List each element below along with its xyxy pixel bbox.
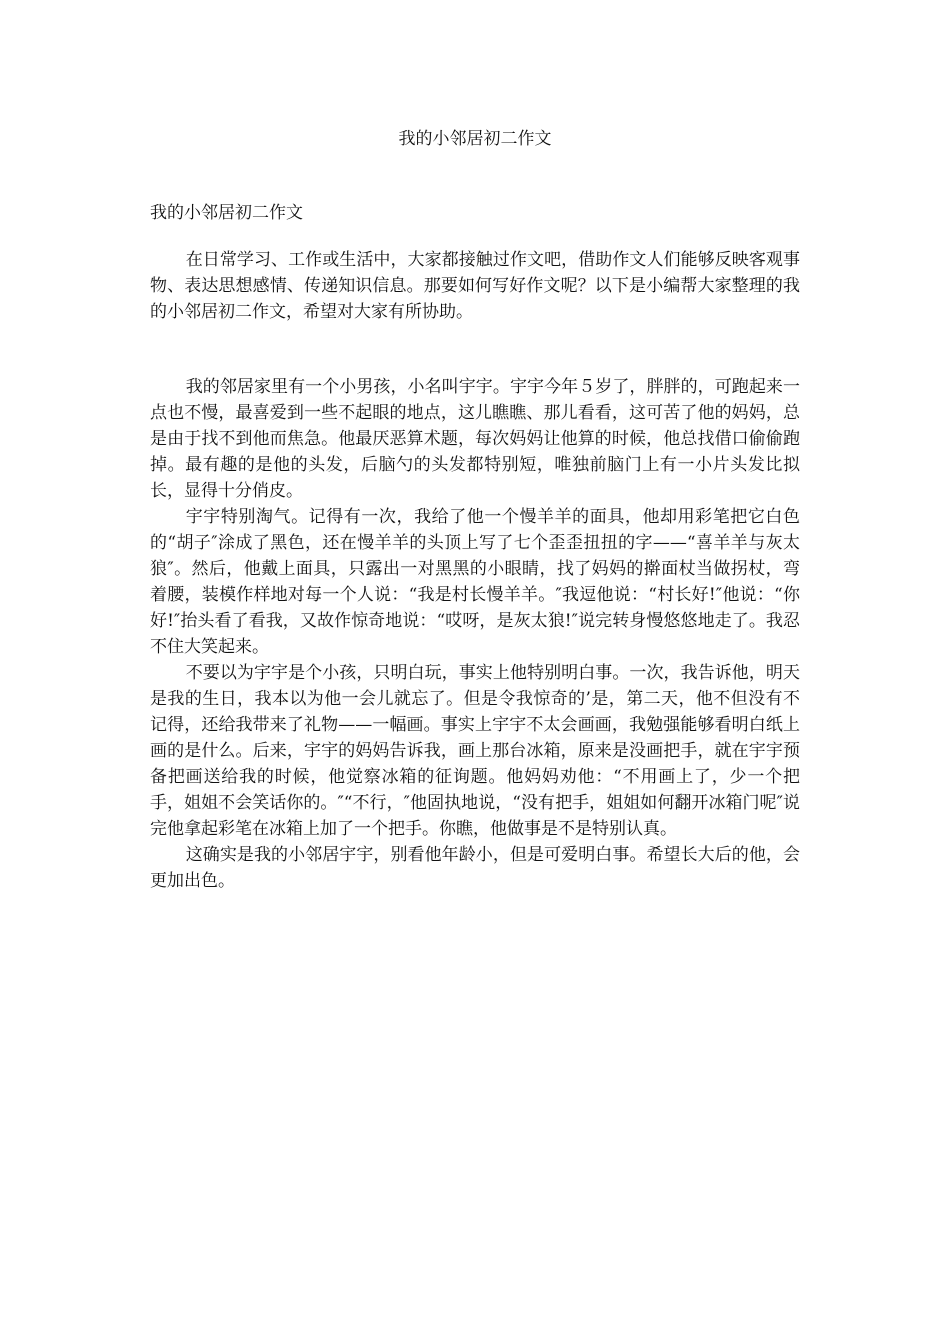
intro-section <box>150 247 800 325</box>
essay-paragraph-1: 我的邻居家里有一个小男孩，小名叫宇宇。宇宇今年５岁了，胖胖的，可跑起来一点也不慢，最喜爱到一些不起眼的地点，这儿瞧瞧、那儿看看，这可苦了他的妈妈，总是由于找不到他而焦急。他最厌恶算术题，每次妈妈让他算的时候，他总找借口偷偷跑掉。最有趣的是他的头发，后脑勺的头发都特别短，唯独前脑门上有一小片头发比拟长，显得十分俏皮。 <box>150 377 800 501</box>
essay-paragraph-2: 宇宇特别淘气。记得有一次，我给了他一个慢羊羊的面具，他却用彩笔把它白色的“胡子″涂成了黑色，还在慢羊羊的头顶上写了七个歪歪扭扭的字——“喜羊羊与灰太狼″。然后，他戴上面具，只露出一对黑黑的小眼睛，找了妈妈的擀面杖当做拐杖，弯着腰，装模作样地对每一个人说：“我是村长慢羊羊。″我逗他说：“村长好!″他说：“你好!″抬头看了看我，又故作惊奇地说：“哎呀，是灰太狼!″说完转身慢悠悠地走了。我忍不住大笑起来。 <box>150 507 800 657</box>
document-title: 我的小邻居初二作文 <box>398 129 552 149</box>
essay-paragraph-4: 这确实是我的小邻居宇宇，别看他年龄小，但是可爱明白事。希望长大后的他，会更加出色。 <box>150 845 800 891</box>
essay-paragraph-3: 不要以为宇宇是个小孩，只明白玩，事实上他特别明白事。一次，我告诉他，明天是我的生日，我本以为他一会儿就忘了。但是令我惊奇的’是，第二天，他不但没有不记得，还给我带来了礼物——一幅画。事实上宇宇不太会画画，我勉强能够看明白纸上画的是什么。后来，宇宇的妈妈告诉我，画上那台冰箱，原来是没画把手，就在宇宇预备把画送给我的时候，他觉察冰箱的征询题。他妈妈劝他：“不用画上了，少一个把手，姐姐不会笑话你的。″“不行，″他固执地说，“没有把手，姐姐如何翻开冰箱门呢″说完他拿起彩笔在冰箱上加了一个把手。你瞧，他做事是不是特别认真。 <box>150 663 800 839</box>
essay-body <box>150 374 800 894</box>
document-subtitle: 我的小邻居初二作文 <box>150 203 303 223</box>
intro-paragraph: 在日常学习、工作或生活中，大家都接触过作文吧，借助作文人们能够反映客观事物、表达思想感情、传递知识信息。那要如何写好作文呢？以下是小编帮大家整理的我的小邻居初二作文，希望对大家有所协助。 <box>150 250 800 322</box>
